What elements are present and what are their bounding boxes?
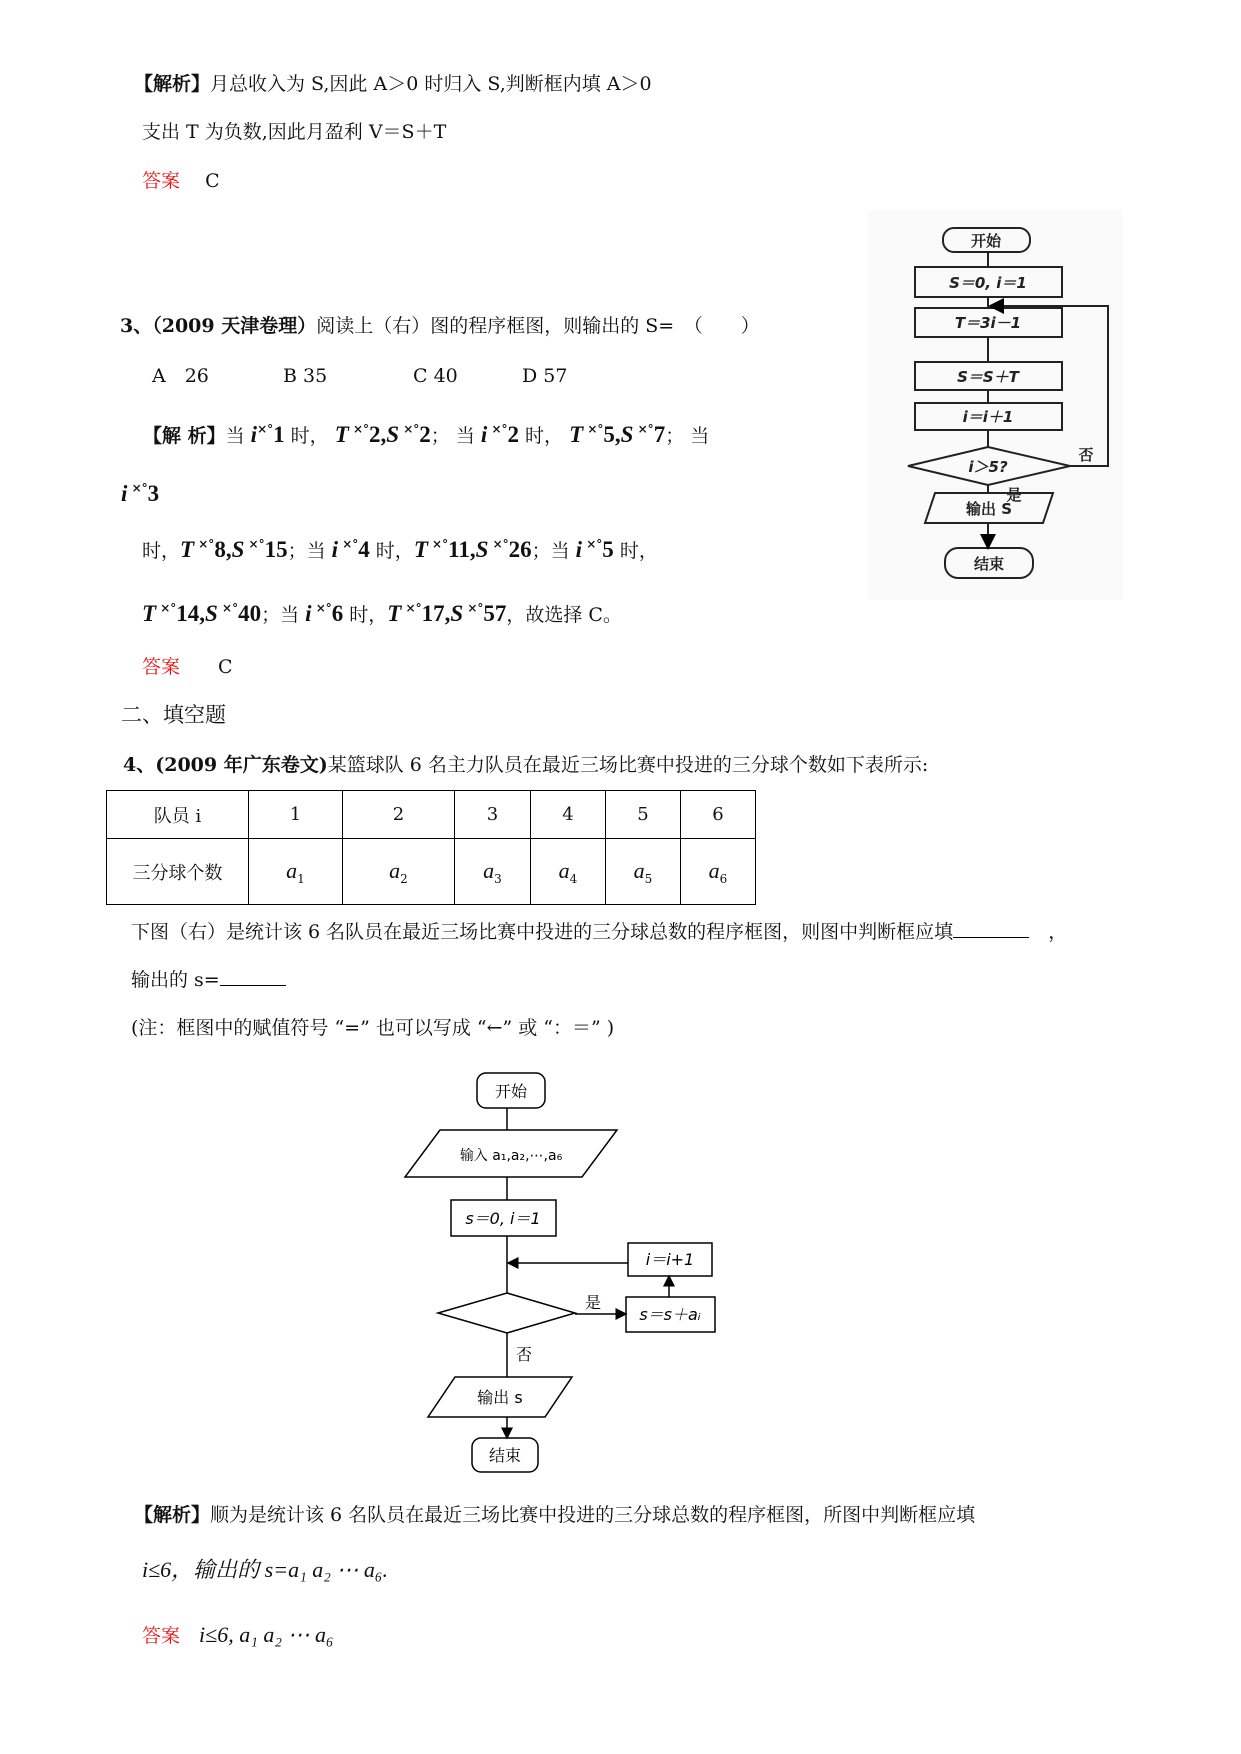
fc-accumulate-label: s＝s＋aᵢ <box>639 1305 701 1324</box>
question-text: 阅读上（右）图的程序框图，则输出的 S= （ ） <box>316 315 760 337</box>
analysis-segment: i <box>250 422 258 447</box>
fc-init-label: s＝0, i＝1 <box>465 1209 541 1228</box>
answer-value: C <box>218 656 233 678</box>
analysis-segment: T <box>142 601 157 626</box>
analysis-segment: 时， <box>343 604 388 626</box>
analysis-segment: ；当 <box>287 540 332 562</box>
table-header-count: 三分球个数 <box>107 839 249 905</box>
analysis-segment: 时， <box>519 425 570 447</box>
analysis-segment: 2, <box>369 422 387 447</box>
analysis-segment: 8, <box>214 537 232 562</box>
question-number: 3、 <box>120 315 153 337</box>
analysis-segment: ×° <box>127 481 148 495</box>
analysis-segment: 6 <box>331 601 344 626</box>
analysis-segment: S <box>231 537 245 562</box>
answer-label: 答案 <box>142 1625 181 1647</box>
analysis-segment: S <box>205 601 218 626</box>
q3-option-b: B 35 <box>283 365 328 387</box>
question-number: 4、 <box>123 754 156 776</box>
analysis-segment: 11, <box>448 537 476 562</box>
analysis-segment: S <box>386 422 400 447</box>
fc-output-label: 输出 S <box>965 500 1013 518</box>
fc-yes-label: 是 <box>584 1293 602 1312</box>
fc-end-label: 结束 <box>488 1446 522 1465</box>
analysis-segment: S <box>620 422 634 447</box>
question-source: (2009 年广东卷文) <box>155 754 328 776</box>
analysis-segment: T <box>334 422 349 447</box>
analysis-segment: 时， <box>613 540 658 562</box>
answer-label: 答案 <box>142 170 181 192</box>
q3-option-a: A 26 <box>152 365 209 387</box>
fc-end-label: 结束 <box>973 555 1005 573</box>
analysis-segment: 7 <box>653 422 666 447</box>
analysis-segment: 14, <box>176 601 206 626</box>
analysis-segment: i <box>575 537 583 562</box>
fc-output-label: 输出 s <box>477 1388 523 1407</box>
analysis-segment: ×° <box>156 601 177 615</box>
analysis-segment: ×° <box>488 537 509 551</box>
analysis-segment: 15 <box>264 537 288 562</box>
analysis-label: 【解析】 <box>134 1504 211 1526</box>
answer-value: C <box>205 170 220 192</box>
analysis-text: 顺为是统计该 6 名队员在最近三场比赛中投进的三分球总数的程序框图，所图中判断框应填 <box>210 1504 976 1526</box>
table-cell: 1 <box>249 791 343 839</box>
analysis-segment: i <box>480 422 488 447</box>
analysis-segment: 57 <box>483 601 507 626</box>
analysis-segment: 时， <box>142 540 181 562</box>
analysis-segment: 时， <box>369 540 414 562</box>
fc-step1-label: T＝3i－1 <box>954 314 1022 332</box>
analysis-segment: ×° <box>194 537 215 551</box>
fc-step2-label: S＝S＋T <box>957 368 1019 386</box>
punct: ， <box>1048 921 1068 943</box>
analysis-label: 【解析】 <box>134 73 211 95</box>
table-cell: $a_5$ <box>606 839 681 905</box>
q4-analysis-line-2: i≤6，输出的 s=a₁ a₂ ⋯ a₆. <box>142 1557 389 1582</box>
analysis-segment: T <box>180 537 195 562</box>
analysis-segment: T <box>413 537 428 562</box>
fc-init-label: S＝0, i＝1 <box>949 274 1027 292</box>
text: 输出的 s= <box>131 969 220 991</box>
fc-condition-label: i＞5? <box>968 458 1008 476</box>
fc-input-label: 输入 a₁,a₂,⋯,a₆ <box>459 1148 563 1164</box>
question-text: 某篮球队 6 名主力队员在最近三场比赛中投进的三分球个数如下表所示: <box>327 754 929 776</box>
analysis-segment: 时， <box>284 425 335 447</box>
fc-start-label: 开始 <box>494 1082 528 1101</box>
analysis-segment: ×° <box>348 422 370 436</box>
analysis-segment: 26 <box>508 537 532 562</box>
table-cell: $a_3$ <box>455 839 531 905</box>
table-cell: $a_4$ <box>531 839 606 905</box>
table-cell: 6 <box>681 791 756 839</box>
q3-option-d: D 57 <box>522 365 568 387</box>
analysis-segment: 3 <box>147 481 160 506</box>
analysis-segment: 2 <box>507 422 520 447</box>
analysis-segment: T <box>387 601 402 626</box>
analysis-segment: ×° <box>582 537 603 551</box>
analysis-segment: ×° <box>217 601 239 615</box>
analysis-label: 【解 析】 <box>143 425 226 447</box>
table-cell: $a_1$ <box>249 839 343 905</box>
analysis-segment: ； 当 <box>430 425 481 447</box>
analysis-segment: ×° <box>463 601 484 615</box>
fc-no-label: 否 <box>1078 446 1094 464</box>
analysis-segment: ×° <box>633 422 654 436</box>
analysis-segment: ×° <box>244 537 265 551</box>
analysis-segment: ×° <box>583 422 604 436</box>
analysis-segment: T <box>569 422 584 447</box>
analysis-segment: ；当 <box>531 540 576 562</box>
section-heading: 二、填空题 <box>121 703 226 727</box>
analysis-segment: 5, <box>603 422 621 447</box>
analysis-segment: 2 <box>419 422 431 447</box>
q3-flowchart <box>868 210 1123 600</box>
table-cell: $a_2$ <box>343 839 455 905</box>
fc-increment-label: i＝i+1 <box>645 1250 695 1269</box>
analysis-segment: ×° <box>257 422 274 436</box>
analysis-segment: 17, <box>421 601 451 626</box>
analysis-segment: i <box>331 537 339 562</box>
analysis-segment: 40 <box>238 601 262 626</box>
analysis-segment: 4 <box>358 537 370 562</box>
analysis-segment: ×° <box>338 537 359 551</box>
analysis-segment: i <box>121 481 128 506</box>
text: 下图（右）是统计该 6 名队员在最近三场比赛中投进的三分球总数的程序框图，则图中判断框应填 <box>131 921 954 943</box>
answer-label: 答案 <box>142 656 181 678</box>
analysis-segment: S <box>475 537 489 562</box>
analysis-segment: ，故选择 C。 <box>506 604 622 626</box>
analysis-segment: 当 <box>225 425 251 447</box>
q4-note: (注：框图中的赋值符号 “=” 也可以写成 “←” 或 “：＝” ) <box>131 1017 615 1039</box>
table-cell: 3 <box>455 791 531 839</box>
fc-yes-label: 是 <box>1006 486 1022 504</box>
analysis-segment: S <box>450 601 464 626</box>
analysis-segment: 5 <box>602 537 614 562</box>
analysis-text: 月总收入为 S,因此 A＞0 时归入 S,判断框内填 A＞0 <box>210 73 652 95</box>
analysis-segment: ； 当 <box>665 425 710 447</box>
answer-value: i≤6, a₁ a₂ ⋯ a₆ <box>199 1622 334 1647</box>
table-cell: 2 <box>343 791 455 839</box>
table-cell: $a_6$ <box>681 839 756 905</box>
analysis-segment: ×° <box>427 537 449 551</box>
analysis-segment: ×° <box>487 422 508 436</box>
q4-flowchart <box>405 1073 715 1472</box>
analysis-segment: 1 <box>273 422 285 447</box>
fc-no-label: 否 <box>515 1345 533 1364</box>
fc-start-label: 开始 <box>970 232 1002 250</box>
analysis-segment: ×° <box>399 422 420 436</box>
analysis-segment: ；当 <box>261 604 306 626</box>
analysis-segment: ×° <box>401 601 422 615</box>
q3-option-c: C 40 <box>413 365 458 387</box>
question-source: （2009 天津卷理） <box>152 315 317 337</box>
condition-diamond <box>438 1293 575 1333</box>
analysis-segment: ×° <box>311 601 332 615</box>
q2-analysis-line-2: 支出 T 为负数,因此月盈利 V＝S＋T <box>142 121 447 143</box>
fc-step3-label: i＝i＋1 <box>962 408 1014 426</box>
table-cell: 5 <box>606 791 681 839</box>
analysis-segment: i <box>305 601 312 626</box>
table-cell: 4 <box>531 791 606 839</box>
table-header-player: 队员 i <box>107 791 249 839</box>
